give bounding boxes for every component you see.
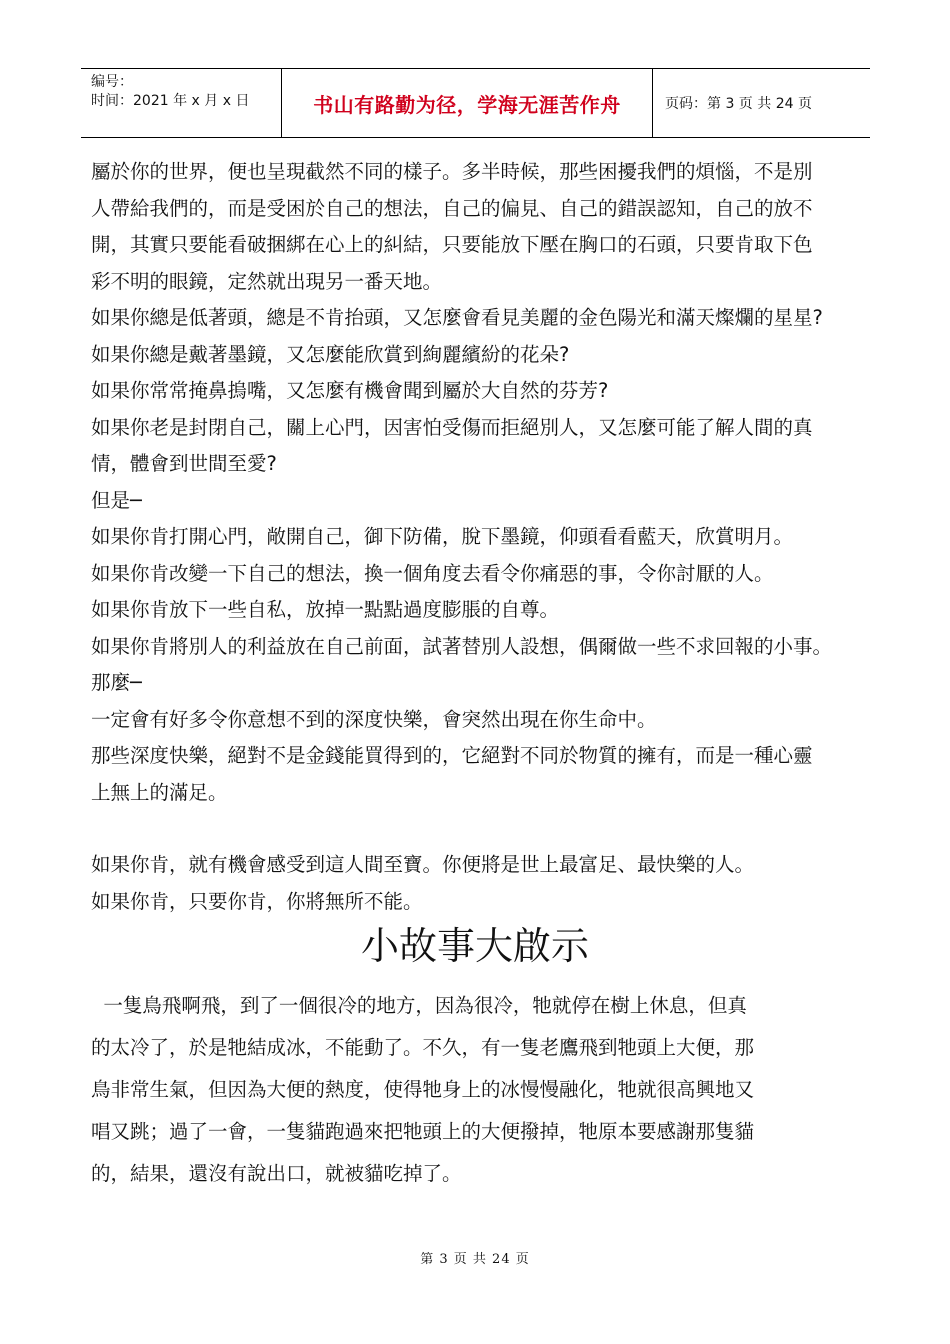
body-line: 如果你總是戴著墨鏡，又怎麼能欣賞到絢麗繽紛的花朵? [91, 342, 570, 366]
body-line: 如果你總是低著頭，總是不肯抬頭，又怎麼會看見美麗的金色陽光和滿天燦爛的星星? [91, 306, 823, 329]
body-line: 如果你肯打開心門，敞開自己，御下防備，脫下墨鏡，仰頭看看藍天，欣賞明月。 [91, 525, 794, 548]
body-line: 開，其實只要能看破捆綁在心上的糾結，只要能放下壓在胸口的石頭，只要肯取下色 [91, 233, 813, 256]
body-line: 一定會有好多令你意想不到的深度快樂，會突然出現在你生命中。 [91, 707, 657, 731]
story-line: 鳥非常生氣，但因為大便的熱度，使得牠身上的冰慢慢融化，牠就很高興地又 [91, 1078, 755, 1101]
body-line: 如果你肯將別人的利益放在自己前面，試著替別人設想，偶爾做一些不求回報的小事。 [91, 634, 833, 658]
page-info: 页码：第 3 页 共 24 页 [665, 96, 812, 112]
body-line: 上無上的滿足。 [91, 780, 228, 804]
body-line: 如果你肯改變一下自己的想法，換一個角度去看令你痛惡的事，令你討厭的人。 [91, 561, 774, 585]
blank-line [91, 811, 881, 847]
story-line: 的，結果，還沒有說出口，就被貓吃掉了。 [91, 1162, 462, 1185]
header-table [81, 68, 870, 138]
page-footer: 第 3 页 共 24 页 [420, 1252, 530, 1267]
story-title: 小故事大啟示 [360, 924, 589, 968]
story-line: 唱又跳；過了一會，一隻貓跑過來把牠頭上的大便撥掉，牠原本要感謝那隻貓 [91, 1120, 755, 1143]
body-line: 如果你老是封閉自己，關上心門，因害怕受傷而拒絕別人，又怎麼可能了解人間的真 [91, 415, 813, 439]
body-line: 屬於你的世界，便也呈現截然不同的樣子。多半時候，那些困擾我們的煩惱，不是別 [91, 160, 813, 183]
story-line: 一隻鳥飛啊飛，到了一個很冷的地方，因為很冷，牠就停在樹上休息，但真 [91, 994, 747, 1017]
header-meta-cell [81, 69, 281, 137]
body-line: 但是─ [91, 488, 142, 512]
body-line: 人帶給我們的，而是受困於自己的想法，自己的偏見、自己的錯誤認知，自己的放不 [91, 196, 813, 220]
body-line: 那些深度快樂，絕對不是金錢能買得到的，它絕對不同於物質的擁有，而是一種心靈 [91, 744, 813, 767]
number-label: 编号： [91, 74, 133, 90]
body-line: 如果你肯，只要你肯，你將無所不能。 [91, 889, 423, 913]
body-text [91, 154, 881, 920]
body-line: 如果你肯放下一些自私，放掉一點點過度膨脹的自尊。 [91, 598, 560, 621]
story-text [91, 985, 881, 1195]
story-line: 的太冷了，於是牠結成冰，不能動了。不久，有一隻老鷹飛到牠頭上大便，那 [91, 1036, 755, 1059]
time-label: 时间：2021 年 x 月 x 日 [91, 93, 250, 109]
body-line: 如果你肯，就有機會感受到這人間至寶。你便將是世上最富足、最快樂的人。 [91, 853, 755, 876]
motto-text: 书山有路勤为径，学海无涯苦作舟 [313, 92, 621, 117]
body-line: 情，體會到世間至愛? [91, 452, 277, 475]
body-line: 那麼─ [91, 671, 142, 694]
header-motto-cell [281, 69, 653, 137]
body-line: 彩不明的眼鏡，定然就出現另一番天地。 [91, 269, 443, 293]
body-line: 如果你常常掩鼻摀嘴，又怎麼有機會聞到屬於大自然的芬芳? [91, 379, 609, 402]
header-page-cell [653, 69, 870, 137]
